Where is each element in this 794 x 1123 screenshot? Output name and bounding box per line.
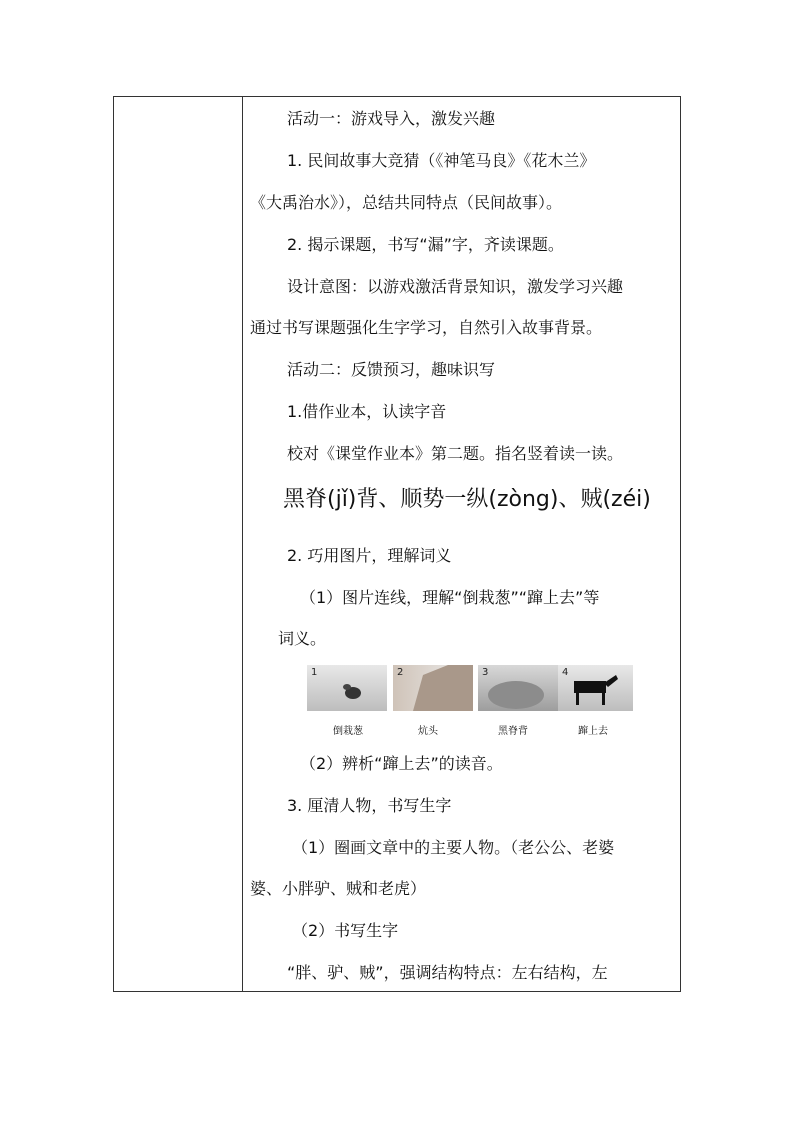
text-line: （1）圈画文章中的主要人物。（老公公、老婆: [292, 838, 615, 857]
text-line: 词义。: [278, 629, 327, 648]
design-intent-label: 设计意图：: [287, 277, 368, 296]
activity-one-heading: 活动一：游戏导入，激发兴趣: [287, 109, 496, 128]
text-line: （2）辨析“蹿上去”的读音。: [300, 754, 503, 773]
text-line: 2. 揭示课题，书写“漏”字，齐读课题。: [287, 235, 564, 254]
photo-3: 3: [478, 665, 558, 711]
kang-image: [393, 665, 473, 711]
donkey-back-image: [478, 665, 558, 711]
text-line: （1）图片连线，理解“倒栽葱”“蹿上去”等: [300, 588, 600, 607]
design-intent-line: [287, 277, 623, 297]
column-divider: [242, 97, 243, 991]
design-intent-text: 以游戏激活背景知识，激发学习兴趣: [367, 277, 624, 296]
photo-caption: 倒栽葱: [333, 726, 363, 737]
text-line: 《大禹治水》），总结共同特点（民间故事）。: [250, 193, 563, 212]
photo-caption: 黑脊背: [498, 726, 528, 737]
picture-strip: [307, 665, 633, 711]
photo-1: 1: [307, 665, 387, 711]
pinyin-line: 黑脊(jǐ)背、顺势一纵(zòng)、贼(zéi): [283, 487, 651, 512]
photo-caption: 炕头: [418, 726, 438, 737]
photo-2: 2: [393, 665, 473, 711]
text-line: 婆、小胖驴、贼和老虎）: [250, 879, 427, 898]
activity-two-heading: 活动二：反馈预习，趣味识写: [287, 360, 496, 379]
photo-4: 4: [558, 665, 633, 711]
text-line: 通过书写课题强化生字学习，自然引入故事背景。: [250, 318, 603, 337]
text-line: 3. 厘清人物，书写生字: [287, 796, 452, 815]
text-line: “胖、驴、贼”，强调结构特点：左右结构，左: [287, 963, 608, 982]
text-line: （2）书写生字: [292, 921, 399, 940]
bird-image: [307, 665, 387, 711]
text-line: 1.借作业本，认读字音: [287, 402, 447, 421]
text-line: 1. 民间故事大竞猜（《神笔马良》《花木兰》: [287, 151, 596, 170]
donkey-image: [558, 665, 633, 711]
text-line: 2. 巧用图片，理解词义: [287, 546, 452, 565]
photo-caption: 蹿上去: [578, 726, 608, 737]
text-line: 校对《课堂作业本》第二题。指名竖着读一读。: [287, 444, 624, 463]
